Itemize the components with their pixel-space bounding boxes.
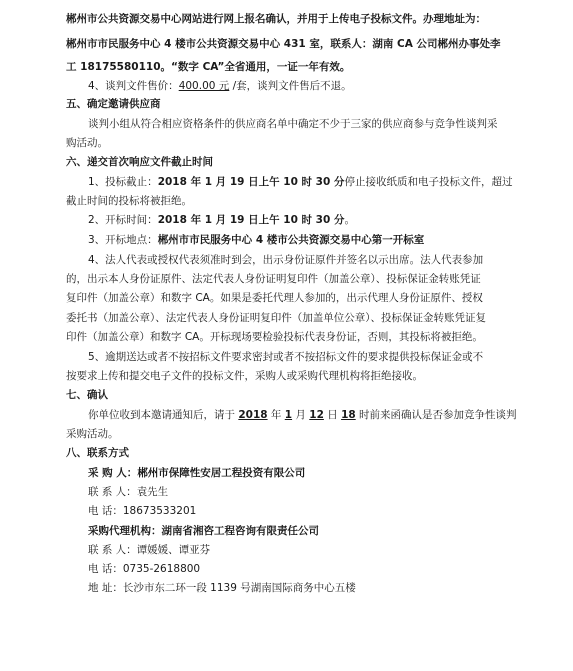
confirm-year: 2018 [238, 409, 268, 421]
paragraph-line: 购活动。 [66, 137, 108, 149]
contact-label: 联 系 人： [88, 544, 137, 556]
paragraph-line [88, 213, 573, 227]
agent-contact: 谭媛媛、谭亚芬 [136, 544, 211, 556]
agent-name: 湖南省湘咨工程咨询有限责任公司 [161, 525, 319, 537]
paragraph-line: 委托书（加盖公章）、法定代表人身份证明复印件（加盖单位公章）、投标保证金转账凭证复 [66, 312, 486, 324]
paragraph-line: 采购活动。 [66, 428, 119, 440]
price-prefix: 4、谈判文件售价： [88, 80, 179, 92]
buyer-label: 采 购 人： [88, 467, 138, 479]
section-heading: 八、联系方式 [66, 447, 129, 459]
agent-contact-line [88, 543, 573, 557]
month-unit: 月 [292, 409, 310, 421]
paragraph-line: 工 18175580110。“数字 CA”全省通用，一证一年有效。 [66, 61, 351, 73]
confirm-month: 1 [284, 409, 293, 421]
item-prefix: 2、开标时间： [88, 214, 158, 226]
confirm-suffix: 时前来函确认是否参加竞争性谈判 [355, 409, 517, 421]
paragraph-line: 郴州市市民服务中心 4 楼市公共资源交易中心 431 室，联系人：湖南 CA 公司郴州办事处李 [66, 38, 501, 50]
phone-label: 电 话： [88, 563, 123, 575]
paragraph-line: 4、法人代表或授权代表须准时到会，出示身份证原件并签名以示出席。法人代表参加 [88, 254, 484, 266]
agent-line [88, 524, 573, 538]
paragraph-line [88, 233, 573, 247]
buyer-line [88, 466, 573, 480]
confirm-hour: 18 [341, 409, 356, 421]
buyer-contact: 袁先生 [136, 486, 169, 498]
paragraph-line: 复印件（加盖公章）和数字 CA。如果是委托代理人参加的，出示代理人身份证原件、授权 [66, 292, 483, 304]
buyer-name: 郴州市保障性安居工程投资有限公司 [137, 467, 306, 479]
opening-time: 2018 年 1 月 19 日上午 10 时 30 分 [157, 214, 345, 226]
paragraph-line: 谈判小组从符合相应资格条件的供应商名单中确定不少于三家的供应商参与竞争性谈判采 [88, 118, 498, 130]
confirm-day: 12 [309, 409, 324, 421]
section-heading: 五、确定邀请供应商 [66, 98, 161, 110]
deadline-time: 2018 年 1 月 19 日上午 10 时 30 分 [157, 176, 345, 188]
agent-address: 长沙市东二环一段 1139 号湖南国际商务中心五楼 [122, 582, 356, 594]
paragraph-line: 印件（加盖公章）和数字 CA。开标现场要检验投标代表身份证，否则，其投标将被拒绝。 [66, 331, 483, 343]
year-unit: 年 [267, 409, 285, 421]
paragraph-line: 按要求上传和提交电子文件的投标文件，采购人或采购代理机构将拒绝接收。 [66, 370, 423, 382]
paragraph-line [88, 175, 573, 189]
item-suffix: 。 [344, 214, 355, 226]
section-heading: 六、递交首次响应文件截止时间 [66, 156, 213, 168]
paragraph-line [88, 408, 573, 422]
paragraph-line: 5、逾期送达或者不按招标文件要求密封或者不按招标文件的要求提供投标保证金或不 [88, 351, 484, 363]
opening-location: 郴州市市民服务中心 4 楼市公共资源交易中心第一开标室 [157, 234, 425, 246]
buyer-contact-line [88, 485, 573, 499]
address-label: 地 址： [88, 582, 123, 594]
price-suffix: /套，谈判文件售后不退。 [229, 80, 352, 92]
paragraph-line: 郴州市公共资源交易中心网站进行网上报名确认，并用于上传电子投标文件。办理地址为： [66, 13, 486, 25]
price-value: 400.00 元 [178, 80, 230, 92]
item-prefix: 3、开标地点： [88, 234, 158, 246]
price-line [88, 79, 573, 93]
phone-label: 电 话： [88, 505, 123, 517]
buyer-phone-line [88, 504, 573, 518]
paragraph-line: 的，出示本人身份证原件、法定代表人身份证明复印件（加盖公章）、投标保证金转账凭证 [66, 273, 481, 285]
confirm-prefix: 你单位收到本邀请通知后，请于 [88, 409, 239, 421]
agent-address-line [88, 581, 573, 595]
section-heading: 七、确认 [66, 389, 108, 401]
agent-label: 采购代理机构： [88, 525, 162, 537]
item-suffix: 停止接收纸质和电子投标文件，超过 [344, 176, 513, 188]
day-unit: 日 [323, 409, 342, 421]
paragraph-line: 截止时间的投标将被拒绝。 [66, 195, 192, 207]
agent-phone: 0735-2618800 [122, 563, 201, 575]
item-prefix: 1、投标截止： [88, 176, 158, 188]
agent-phone-line [88, 562, 573, 576]
buyer-phone: 18673533201 [122, 505, 197, 517]
contact-label: 联 系 人： [88, 486, 137, 498]
